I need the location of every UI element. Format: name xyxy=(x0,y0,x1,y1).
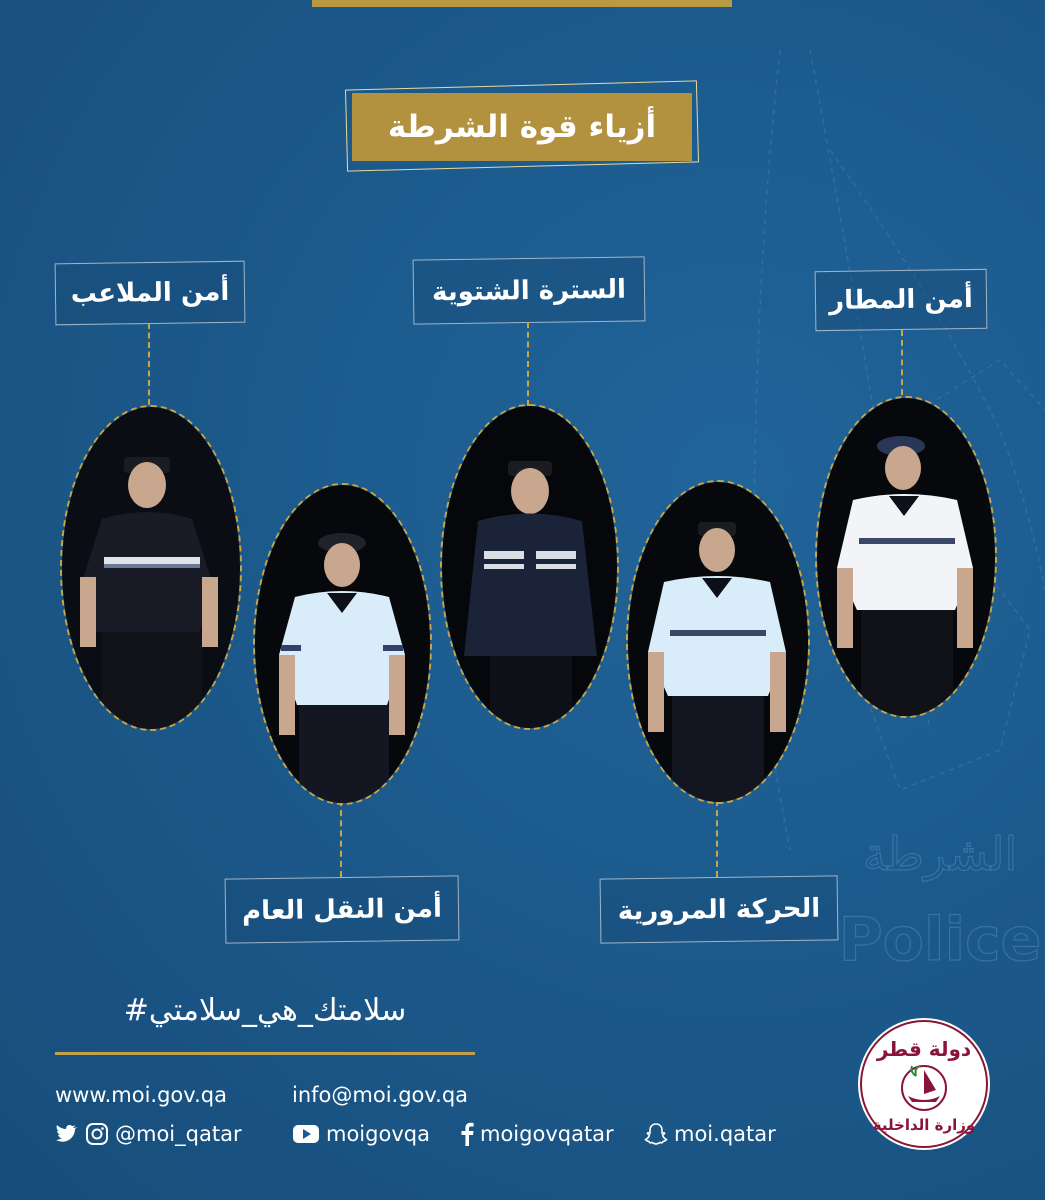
twitter-instagram-contact[interactable] xyxy=(55,1122,242,1146)
twitter-instagram-handle: @moi_qatar xyxy=(115,1122,242,1146)
watermark-latin-text: Police xyxy=(838,905,1042,975)
connector-winter-jacket xyxy=(527,322,529,406)
instagram-icon xyxy=(85,1122,109,1146)
twitter-icon xyxy=(55,1123,79,1145)
emblem-top-text: دولة قطر xyxy=(876,1037,972,1061)
connector-stadiums xyxy=(148,323,150,405)
oval-stadium-uniform xyxy=(60,405,242,731)
label-stadium-security: أمن الملاعب xyxy=(55,261,246,326)
facebook-icon xyxy=(460,1122,474,1146)
email-link[interactable]: info@moi.gov.qa xyxy=(292,1083,469,1107)
snapchat-handle: moi.qatar xyxy=(674,1122,776,1146)
watermark-arabic-text: الشرطة xyxy=(862,827,1018,881)
snapchat-icon xyxy=(644,1122,668,1146)
label-winter-jacket: السترة الشتوية xyxy=(413,256,646,324)
youtube-handle: moigovqa xyxy=(326,1122,430,1146)
youtube-icon xyxy=(292,1124,320,1144)
hashtag-underline xyxy=(55,1052,475,1055)
oval-public-transport-uniform xyxy=(253,483,432,805)
label-airport-security: أمن المطار xyxy=(815,269,988,331)
youtube-contact[interactable] xyxy=(292,1122,430,1146)
moi-emblem xyxy=(858,1018,990,1150)
emblem-bottom-text: وزارة الداخلية xyxy=(872,1116,976,1134)
connector-public-transport xyxy=(340,800,342,877)
page-title: أزياء قوة الشرطة xyxy=(352,93,692,161)
public-transport-uniform-image xyxy=(255,485,430,803)
facebook-contact[interactable] xyxy=(460,1122,614,1146)
traffic-uniform-image xyxy=(628,482,808,802)
emblem-logo xyxy=(858,1018,990,1150)
airport-uniform-image xyxy=(817,398,995,716)
facebook-handle: moigovqatar xyxy=(480,1122,614,1146)
snapchat-contact[interactable] xyxy=(644,1122,776,1146)
oval-winter-jacket-uniform xyxy=(440,404,619,730)
winter-jacket-uniform-image xyxy=(442,406,617,728)
connector-airport xyxy=(901,330,903,395)
stadium-uniform-image xyxy=(62,407,240,729)
connector-traffic xyxy=(716,800,718,877)
hashtag-text: #سلامتك_هي_سلامتي xyxy=(123,993,407,1028)
label-traffic-police: الحركة المرورية xyxy=(600,875,839,943)
title-banner xyxy=(342,85,700,170)
top-accent-bar xyxy=(312,0,732,7)
oval-traffic-uniform xyxy=(626,480,810,804)
website-link[interactable]: www.moi.gov.qa xyxy=(55,1083,227,1107)
oval-airport-uniform xyxy=(815,396,997,718)
label-public-transport-security: أمن النقل العام xyxy=(225,875,460,943)
